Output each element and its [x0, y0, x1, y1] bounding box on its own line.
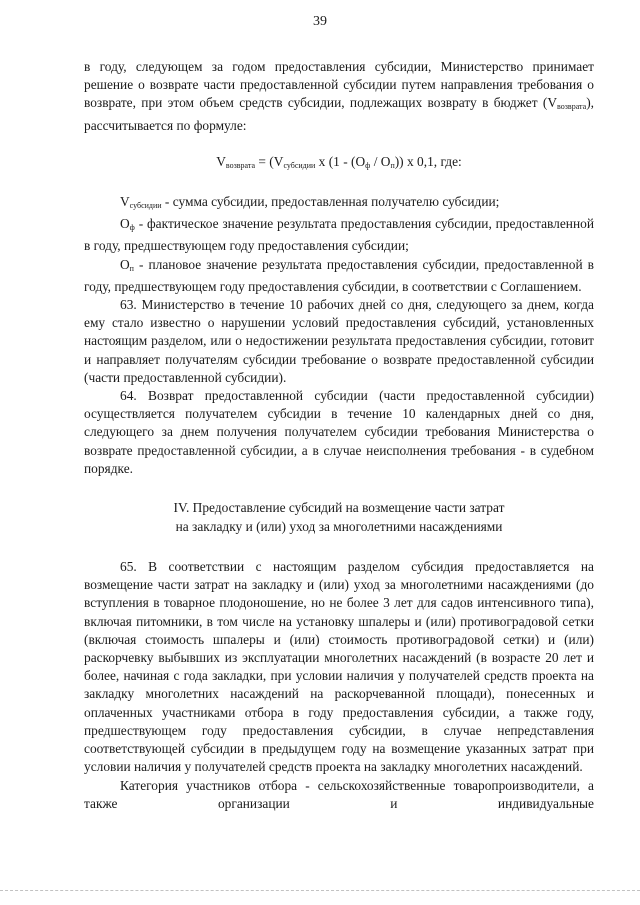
- paragraph-63: 63. Министерство в течение 10 рабочих дней со дня, следующего за днем, когда ему стало известно о нарушении условий предоставления субсидий, установленных настоящим разделом, или о недостижении результата предоставления субсидии, готовит и направляет получателям субсидии требование о возврате предоставленной субсидии (части предоставленной субсидии).: [84, 297, 594, 385]
- formula-f-subscript: ф: [365, 160, 371, 170]
- intro-subscript: возврата: [557, 102, 587, 112]
- def-text-planned: - плановое значение результата предоставления субсидии, предоставленной в году, предшествующем году предоставления субсидии, в соответствии с Соглашением.: [84, 256, 594, 294]
- section-heading: [84, 498, 594, 536]
- def-subscript-f: ф: [129, 223, 135, 233]
- formula-slash: / O: [370, 153, 391, 169]
- paragraph-64: 64. Возврат предоставленной субсидии (части предоставленной субсидии) осуществляется получателем субсидии в течение 10 календарных дней со дня, следующего за днем получения получателем субсидии требования Министерства о возврате предоставленной субсидии, а в случае неисполнения требования - в судебном порядке.: [84, 388, 594, 476]
- intro-end: ), рассчитывается по формуле:: [84, 95, 594, 133]
- def-symbol-v: V: [120, 194, 130, 210]
- paragraph-participants: Категория участников отбора - сельскохозяйственные товаропроизводители, а также организации и индивидуальные: [84, 777, 594, 811]
- formula-p-subscript: п: [390, 160, 395, 170]
- formula-v: V: [216, 153, 226, 169]
- document-body: [84, 58, 594, 813]
- def-text-subsidy: - сумма субсидии, предоставленная получателю субсидии;: [161, 194, 500, 210]
- def-subscript-p: п: [129, 263, 134, 273]
- formula-v-subscript: возврата: [225, 160, 256, 170]
- section-heading-line-2: на закладку и (или) уход за многолетними насаждениями: [175, 519, 503, 535]
- formula-mid: x (1 - (O: [315, 153, 366, 169]
- return-formula: [84, 153, 594, 175]
- page-number: 39: [313, 14, 327, 29]
- def-text-actual: - фактическое значение результата предоставления субсидии, предоставленной в году, предшествующем году предоставления субсидии;: [84, 216, 594, 254]
- def-subscript-subsidy: субсидии: [129, 201, 162, 211]
- intro-paragraph: [84, 58, 594, 135]
- definition-subsidy: [84, 193, 594, 215]
- paragraph-65: 65. В соответствии с настоящим разделом субсидия предоставляется на возмещение части затрат на закладку и (или) уход за многолетними насаждениями (до вступления в товарное плодоношение, но не более 3 лет для садов интенсивного типа), включая питомники, в том числе на установку шпалеры и (или) противоградовой сетки (включая стоимость шпалеры и (или) стоимость противоградовой сетки) и (или) раскорчевку выбывших из эксплуатации многолетних насаждений (в возрасте 20 лет и более, начиная с года закладки, при условии наличия у получателей средств проекта на закладку многолетних насаждений на раскорчеванной площади), понесенных и оплаченных участниками отбора в году предоставления субсидии, а также году, предшествующем году предоставления субсидии, в случае непредставления соответствующей субсидии в предыдущем году на возмещение указанных затрат при условии наличия у получателей средств проекта на закладку многолетних насаждений.: [84, 559, 594, 775]
- intro-text: в году, следующем за годом предоставления субсидии, Министерство принимает решение о возврате части предоставленной субсидии путем направления требования о возврате, при этом объем средств субсидии, подлежащих возврату в бюджет (V: [84, 59, 594, 111]
- formula-subsidy-subscript: субсидии: [283, 160, 316, 170]
- formula-eq: = (V: [255, 153, 284, 169]
- section-heading-line-1: IV. Предоставление субсидий на возмещение части затрат: [173, 500, 505, 516]
- def-symbol-op: O: [120, 256, 130, 272]
- definition-actual: [84, 215, 594, 255]
- page-bottom-edge: [0, 890, 640, 897]
- formula-tail: )) x 0,1, где:: [394, 153, 462, 169]
- def-symbol-of: O: [120, 216, 130, 232]
- definition-planned: [84, 256, 594, 296]
